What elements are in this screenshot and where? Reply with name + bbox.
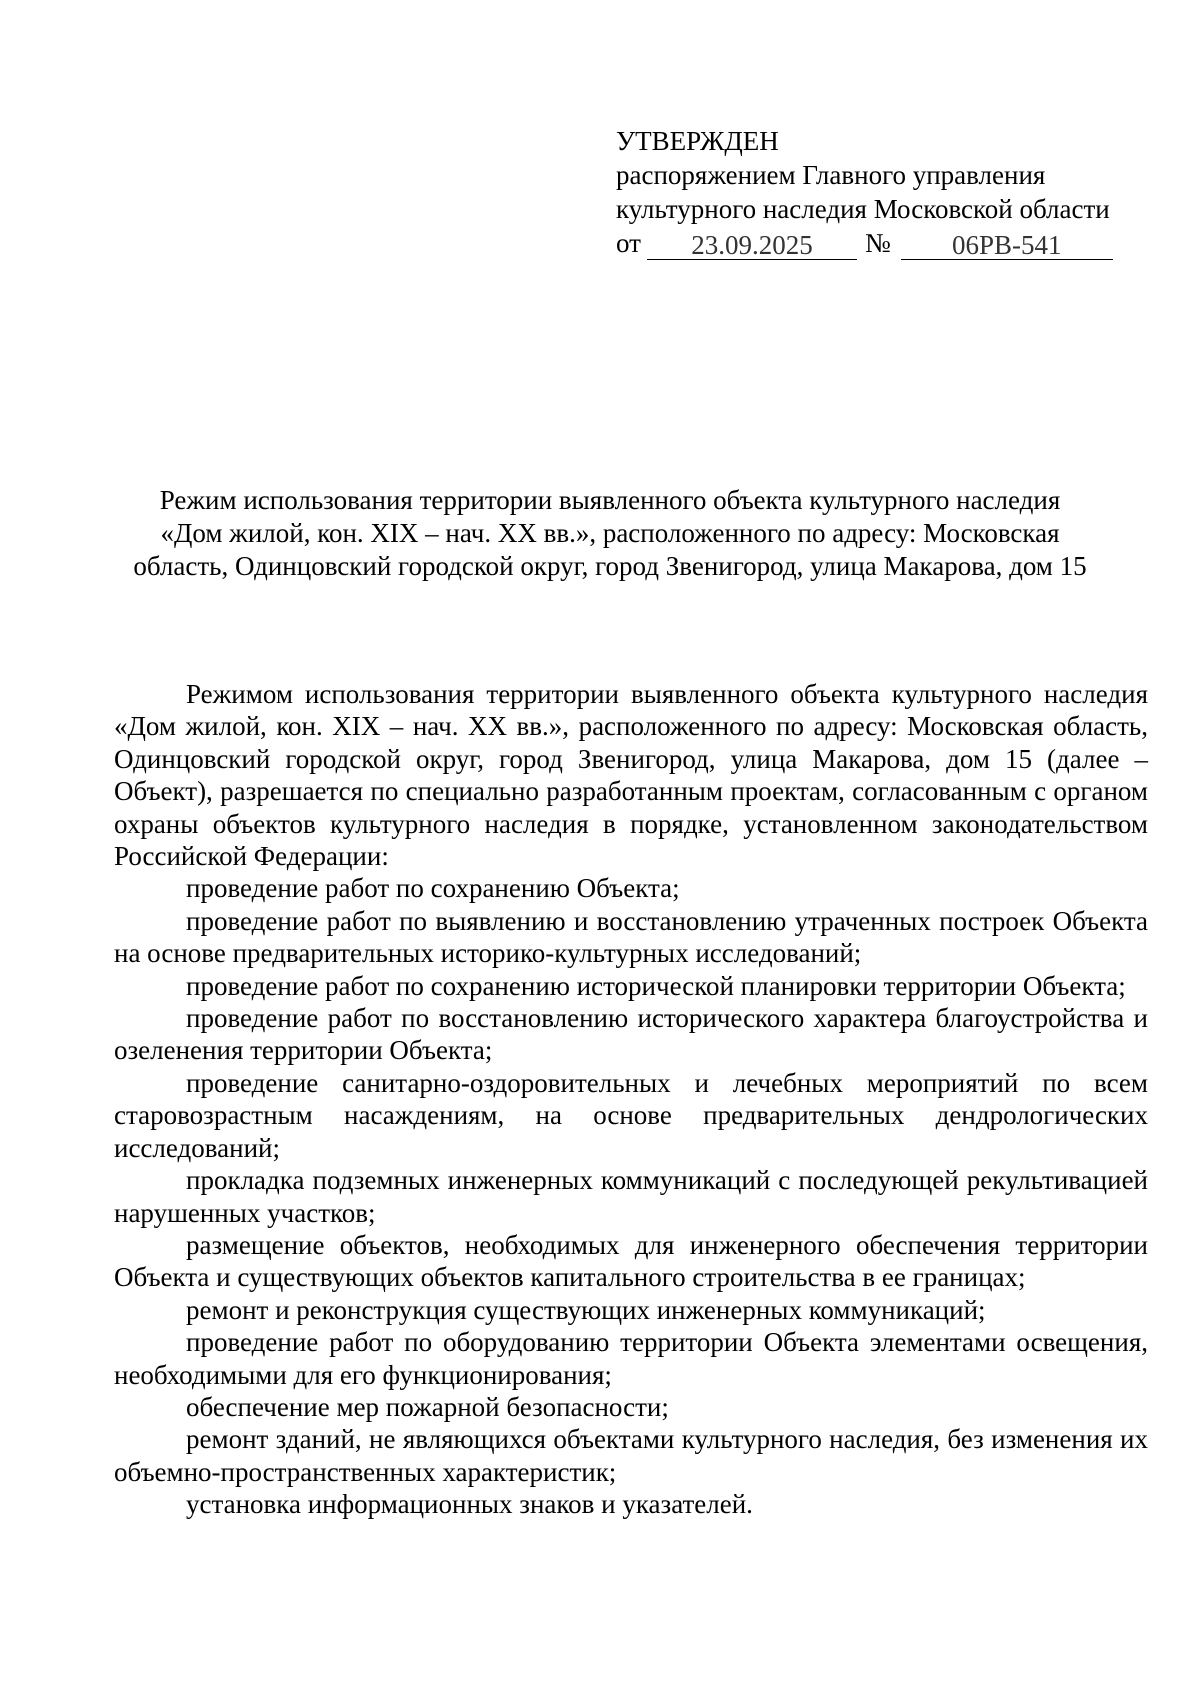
title-line-2: «Дом жилой, кон. XIX – нач. XX вв.», расположенного по адресу: Московская [160,518,1060,548]
title-line-3: область, Одинцовский городской округ, город Звенигород, улица Макарова, дом 15 [133,551,1087,581]
approval-line-1: распоряжением Главного управления [616,160,1046,190]
list-item: ремонт и реконструкция существующих инженерных коммуникаций; [186,1294,986,1325]
list-item: проведение работ по оборудованию территории Объекта элементами освещения, необходимыми для его функционирования; [114,1327,1148,1390]
approval-date-line [616,226,1156,260]
from-label: от [616,228,641,258]
list-item: размещение объектов, необходимых для инженерного обеспечения территории Объекта и существующих объектов капитального строительства в ее границах; [114,1229,1148,1293]
document-body [114,678,1148,1521]
approval-stamp [616,124,1156,260]
list-item: прокладка подземных инженерных коммуникаций с последующей рекультивацией нарушенных участков; [114,1165,1148,1228]
document-title [108,484,1112,583]
approval-date: 23.09.2025 [647,231,857,260]
approval-line-2: культурного наследия Московской области [616,194,1110,224]
list-item: проведение работ по выявлению и восстановлению утраченных построек Объекта на основе предварительных историко-культурных исследований; [114,905,1148,969]
title-line-1: Режим использования территории выявленного объекта культурного наследия [159,485,1061,515]
list-item: проведение работ по сохранению Объекта; [186,873,680,904]
list-item: установка информационных знаков и указателей. [186,1489,753,1520]
number-label: № [864,228,891,258]
list-item: обеспечение мер пожарной безопасности; [186,1391,669,1422]
list-item: проведение работ по восстановлению исторического характера благоустройства и озеленения территории Объекта; [114,1003,1148,1066]
intro-paragraph: Режимом использования территории выявленного объекта культурного наследия «Дом жилой, кон. XIX – нач. XX вв.», расположенного по адресу: Московская область, Одинцовский городской округ, город Звенигород, улица Макарова, дом 15 (далее – Объект), разрешается по специально разработанным проектам, согласованным с органом охраны объектов культурного наследия в порядке, установленном законодательством Российской Федерации: [114,679,1148,872]
list-item: проведение работ по сохранению исторической планировки территории Объекта; [186,970,1126,1001]
list-item: ремонт зданий, не являющихся объектами культурного наследия, без изменения их объемно-пространственных характеристик; [114,1424,1148,1487]
approval-number: 06РВ-541 [901,231,1113,260]
approval-heading: УТВЕРЖДЕН [616,126,779,156]
list-item: проведение санитарно-оздоровительных и лечебных мероприятий по всем старовозрастным насаждениям, на основе предварительных дендрологических исследований; [114,1067,1148,1163]
